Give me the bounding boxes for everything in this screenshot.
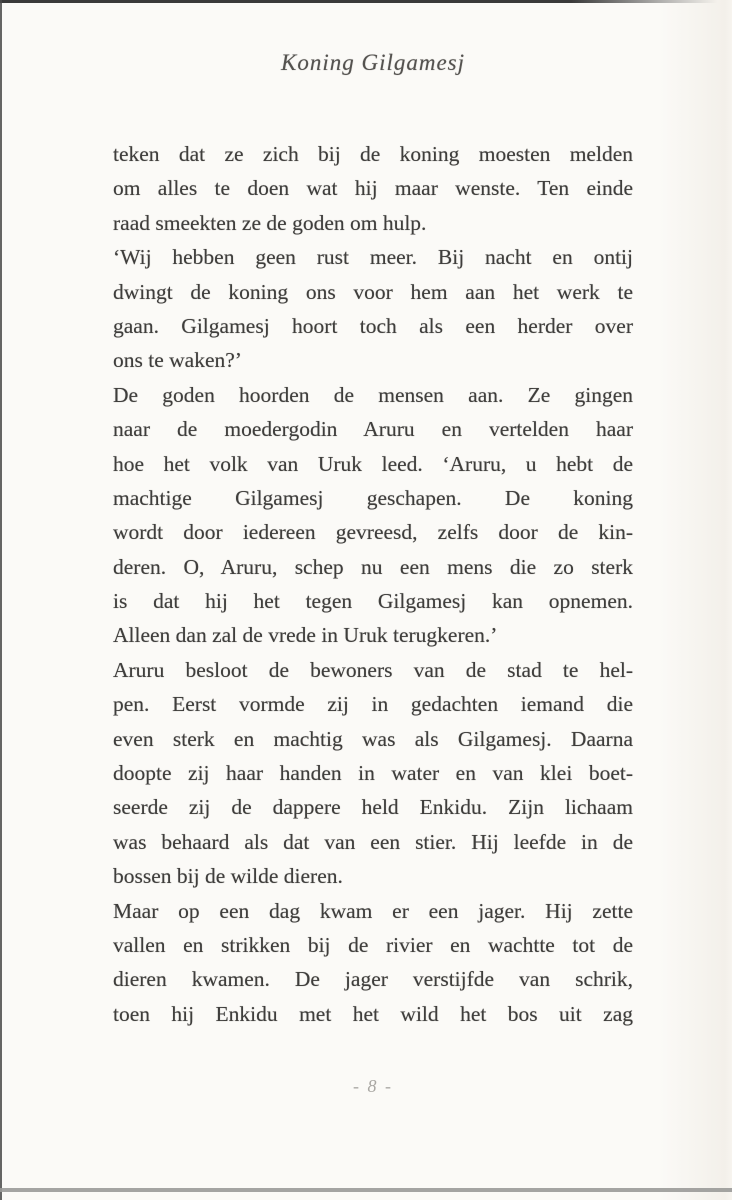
text-line: dieren kwamen. De jager verstijfde van schrik, <box>113 967 633 992</box>
text-line: even sterk en machtig was als Gilgamesj. Daarna <box>113 726 633 751</box>
text-line: Maar op een dag kwam er een jager. Hij zette <box>113 898 633 923</box>
text-line: teken dat ze zich bij de koning moesten melden <box>113 142 633 166</box>
text-line: vallen en strikken bij de rivier en wachtte tot de <box>113 932 633 957</box>
text-line: was behaard als dat van een stier. Hij leefde in de <box>113 829 633 854</box>
text-line: bossen bij de wilde dieren. <box>113 864 343 889</box>
scan-edge-left <box>0 0 2 1200</box>
text-line: seerde zij de dappere held Enkidu. Zijn lichaam <box>113 795 633 820</box>
text-line: om alles te doen wat hij maar wenste. Ten einde <box>113 176 633 201</box>
page-number: - 8 - <box>353 1076 393 1096</box>
text-line: De goden hoorden de mensen aan. Ze gingen <box>113 382 633 407</box>
text-line: machtige Gilgamesj geschapen. De koning <box>113 485 633 510</box>
text-line: doopte zij haar handen in water en van klei boet- <box>113 761 633 786</box>
text-line: wordt door iedereen gevreesd, zelfs door de kin- <box>113 520 633 545</box>
text-line: toen hij Enkidu met het wild het bos uit zag <box>113 1001 633 1026</box>
text-line: gaan. Gilgamesj hoort toch als een herder over <box>113 313 633 338</box>
scan-edge-top <box>0 0 732 3</box>
text-line: deren. O, Aruru, schep nu een mens die zo sterk <box>113 554 633 579</box>
scan-edge-bottom <box>0 1188 732 1192</box>
text-line: hoe het volk van Uruk leed. ‘Aruru, u hebt de <box>113 451 633 476</box>
running-header: Koning Gilgamesj <box>280 50 466 75</box>
text-line: raad smeekten ze de goden om hulp. <box>113 210 427 235</box>
text-line: Alleen dan zal de vrede in Uruk terugkeren.’ <box>113 623 498 648</box>
text-line: ons te waken?’ <box>113 348 242 373</box>
text-line: ‘Wij hebben geen rust meer. Bij nacht en ontij <box>113 245 633 270</box>
text-line: dwingt de koning ons voor hem aan het werk te <box>113 279 633 304</box>
text-line: Aruru besloot de bewoners van de stad te hel- <box>113 657 633 682</box>
text-line: pen. Eerst vormde zij in gedachten iemand die <box>113 692 633 717</box>
text-block <box>113 137 633 1031</box>
text-line: naar de moedergodin Aruru en vertelden haar <box>113 417 633 442</box>
text-line: is dat hij het tegen Gilgamesj kan opnemen. <box>113 589 633 614</box>
